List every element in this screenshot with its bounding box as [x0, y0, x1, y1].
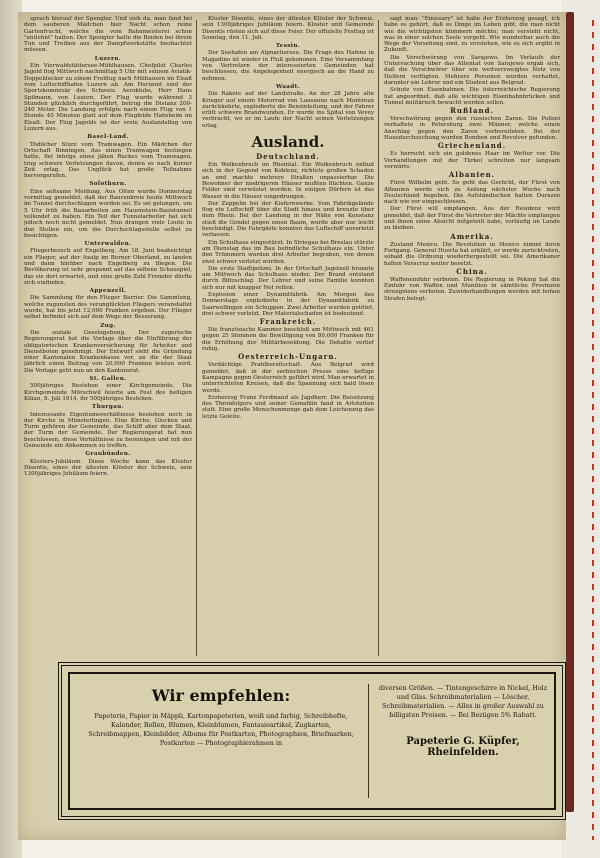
article-paragraph: Fürst Wilhelm geht. So geht das Gerücht, der Fürst von Albanien werde sich zu Anfang nächster Woche nach Deutschland begeben. Die Aufständischen halten Durazzo nach wie vor eingeschlossen. [384, 180, 560, 206]
article-paragraph: Es herrscht sich ein goldenes Haar im Wetter vor. Die Verhandlungen mit der Türkei schreiten nur langsam vorwärts. [384, 151, 560, 170]
article-paragraph: Verdächtige Prahlbereitschaft. Aus Belgrad wird gemeldet, daß in der serbischen Presse eine heftige Kampagne gegen Oesterreich geführt wird. Man erwartet in unterrichteten Kreisen, daß die Spannung sich bald lösen werde. [202, 362, 374, 394]
column-3 [384, 16, 560, 656]
advertisement-left-text: Papeterie, Papier in Mäppli, Kartonpapeterien, weiß und farbig, Schreibhefte, Kalender, Rollen, Blumen, Kleinblumen, Fantasieartikel, Zugkarten, Schreibmappen, Kleinbilder, Albums für Postkarten, Photographien, Briefmarken, Postkarten — Photographierahmen in [88, 712, 354, 747]
country-heading: Deutschland. [256, 152, 320, 162]
country-heading: Rußland. [450, 106, 494, 116]
article-paragraph: Ein Schulhaus eingestürzt. In Striegau bei Breslau stürzte am Dienstag das im Bau befindliche Schulhaus ein. Unter den Trümmern wurden drei Arbeiter begraben, von denen zwei schwer verletzt wurden. [202, 239, 374, 265]
article-paragraph: Die Verschwörung von Sarajewo. Im Verlaufe der Untersuchung über das Attentat von Sarajewo ergab sich, daß die Verschwörer über ein weitverzweigtes Netz von Helfern verfügten. Mehrere Personen wurden verhaftet, darunter ein Lehrer und ein Student aus Belgrad. [384, 54, 560, 86]
article-columns [24, 16, 560, 656]
section-heading: Thurgau. [92, 404, 124, 411]
country-heading: China. [456, 266, 488, 276]
advertisement-title: Wir empfehlen: [151, 686, 291, 705]
section-heading: Unterwalden. [84, 241, 132, 248]
country-heading: Frankreich. [259, 317, 317, 327]
article-paragraph: Ein Wolkenbruch im Rheintal. Ein Wolkenbruch entlud sich in der Gegend von Koblenz, richtete großen Schaden an und machte mehrere Straßen unpassierbar. Die Bewohner der niedrigeren Häuser mußten flüchten. Ganze Felder sind verwüstet worden. In einigen Dörfern ist das Wasser in die Häuser eingedrungen. [202, 162, 374, 200]
article-paragraph: Explosion einer Dynamitfabrik. Am Morgen des Donnerstags explodierte in der Dynamitfabrik zu Saarwellingen ein Schuppen. Zwei Arbeiter wurden getötet, drei schwer verletzt. Der Materialschaden ist bedeutend. [202, 291, 374, 317]
article-paragraph: Die französische Kammer beschloß am Mittwoch mit 461 gegen 25 Stimmen die Bewilligung von 80,000 Franken für die Erhöhung der Militärbesoldung. Die Debatte verlief ruhig. [202, 327, 374, 353]
article-paragraph: sagt man: "Emissary" ist habe der Erzherzog gesagt, ich habe es gehört, daß es Dinge im Leben gibt, die man nicht wie die wichtigsten kümmern möchte; man versteht nicht, was in einer solchen Seele vorgeht. Wie wunderbar auch die Wege der Vorsehung sind, zu verstehen, wie es sich ergibt in Zukunft. [384, 16, 560, 54]
column-2 [202, 16, 374, 656]
article-paragraph: Die soziale Gesetzgebung. Der zugerische Regierungsrat hat die Vorlage über die Einführung der obligatorischen Krankenversicherung für Arbeiter und Dienstboten genehmigt. Der Entwurf sieht die Gründung einer Kantonalen Krankenkasse vor, an die der Staat jährlich einen Beitrag von 20,000 Franken leisten wird. Die Vorlage geht nun an den Kantonsrat. [24, 329, 192, 374]
article-paragraph: Klosters-Jubiläum. Diese Woche kann das Kloster Disentis, eines der ältesten Klöster der Schweiz, sein 1300jähriges Jubiläum feiern. [24, 458, 192, 478]
article-paragraph: Ein Vierwaldstättersee-Mühlhausen. Chefpilot Charles Jagold flog Mittwoch nachmittag 5 Uhr mit seinem Aviatik-Doppeldecker zu einem Freiflug nach Mülhausen im Elsaß vom Luftschiffhafen Luzern ab. Am Horizont sind der Sportskommisär des Schweiz. Aeroklubs, Herr Hans Spilmann, von Luzern. Der Flug wurde während 3 Stunden glücklich durchgeführt, betrug die Distanz 200-240 Meter. Die Landung erfolgte nach einem Flug von 1 Stunde 40 Minuten glatt auf dem Flugfelde Habsheim im Elsaß. Der Flug Jagolds ist der erste Auslandsflug von Luzern aus. [24, 63, 192, 133]
article-paragraph: Waffeneinfuhr verboten. Die Regierung in Peking hat die Einfuhr von Waffen und Munition in sämtliche Provinzen strengstens verboten. Zuwiderhandlungen werden mit hohen Strafen belegt. [384, 276, 560, 302]
article-paragraph: Der Zeppelin bei der Kiefernwerke. Vom Fabrikgelände flog ein Luftschiff über die Stadt hinaus und kreuzte über dem Rhein. Bei der Landung in der Nähe von Konstanz stieß die Gondel gegen einen Baum, wurde aber nur leicht beschädigt. Die Fahrgäste konnten das Luftschiff unverletzt verlassen. [202, 200, 374, 239]
advertisement-left [76, 680, 366, 802]
main-section-heading: Ausland. [251, 133, 325, 152]
article-paragraph: Kloster Disentis, eines der ältesten Klöster der Schweiz, sein 1300jähriges Jubiläum feiern. Kloster und Gemeinde Disentis rüsten sich auf diese Feier. Der offizielle Festtag ist Sonntag, den 11. Juli. [202, 16, 374, 41]
newspaper-page [18, 12, 566, 840]
country-heading: Griechenland. [437, 141, 507, 151]
article-paragraph: Die erste Stadtpolizei. In der Ortschaft Jagstzell brannte am Mittwoch das Schulhaus nieder. Der Brand entstand durch Blitzschlag. Der Lehrer und seine Familie konnten sich nur mit knapper Not retten. [202, 265, 374, 291]
article-paragraph: Der Fürst will empfangen. Aus der Residenz wird gemeldet, daß der Fürst die Vertreter der Mächte empfangen und ihnen seine Absicht mitgeteilt habe, vorläufig im Lande zu bleiben. [384, 206, 560, 232]
advertisement-box [58, 662, 566, 820]
article-paragraph: Interessante Eigentumsverhältnisse bestehen noch in der Kirche in Münsterlingen. Eine Kirche, Glocken und Turm gehören der Gemeinde, das Schiff aber dem Staat, der Turm der Gemeinde. Der Regierungsrat hat nun beschlossen, diese Verhältnisse zu bereinigen und mit der Gemeinde ein Abkommen zu treffen. [24, 411, 192, 449]
section-heading: Graubünden. [85, 451, 131, 458]
article-paragraph: Schutz von Eisenbahnen. Die österreichische Regierung hat angeordnet, daß alle wichtigen Eisenbahnbrücken und Tunnel militärisch bewacht werden sollen. [384, 87, 560, 106]
article-paragraph: Verschwörung gegen den russischen Zaren. Die Polizei verhaftete in Petersburg zwei Männer, welche einen Anschlag gegen den Zaren vorbereiteten. Bei der Hausdurchsuchung wurden Bomben und Revolver gefunden. [384, 116, 560, 142]
country-heading: Albanien. [448, 170, 496, 180]
article-paragraph: Die Sammlung für den Flieger Barrier. Die Sammlung, welche zugunsten des verunglückten Fliegers veranstaltet wurde, hat bis jetzt 12,000 Franken ergeben. Der Flieger selbst befindet sich auf dem Wege der Besserung. [24, 295, 192, 321]
article-paragraph: Die Rakete auf der Landstraße. An der 28 Jahre alte Krieger auf einem Motorrad von Lausanne nach Montreux zurückkehrte, explodierte die Benzinleitung, und der Fahrer erlitt schwere Brandwunden. Er wurde ins Spital von Vevey verbracht, wo er im Laufe der Nacht seinen Verletzungen erlag. [202, 91, 374, 129]
article-paragraph: Erzherzog Franz Ferdinand als Jagdherr. Die Beisetzung des Thronfolgers und seiner Gemahlin fand in Artstetten statt. Eine große Menschenmenge gab dem Leichenzug das letzte Geleite. [202, 394, 374, 420]
section-heading: Appenzell. [89, 288, 127, 295]
article-paragraph: Der Seehafen am Alpnachersee. Die Frage des Hafens in Magadino ist wieder in Fluß gekommen. Eine Versammlung von Vertretern der interessierten Gemeinden hat beschlossen, die Angelegenheit energisch an die Hand zu nehmen. [202, 50, 374, 82]
article-paragraph: sprach hierauf der Spengler. Und sieh da, man fand bei dem sauberen Mädchen hier Nacht schon reine Gartenfrucht, welche die vom Bahnmeisterei schon "entlehnt" hatten. Der Spengler hatte die Beiden bei ihrem Tun und Treiben aus der Dampfwerkstätte beobachtet müssen. [24, 16, 192, 54]
column-divider [378, 20, 379, 656]
article-paragraph: 500jähriges Bestehen einer Kirchgemeinde. Die Kirchgemeinde Mörschwil feierte am Fest des heiligen Kilian, 8. Juli 1914, ihr 500jähriges Bestehen. [24, 383, 192, 402]
red-stitch-line [592, 20, 594, 840]
article-paragraph: Tödlicher Sturz vom Tramwagen. Ein Mädchen der Ortschaft Binningen, das einen Tramwagen bestiegen hatte, fiel infolge eines jähen Ruckes vom Tramwagen, trug schwere Verletzungen davon, denen es nach kurzer Zeit erlag. Das Unglück hat große Teilnahme hervorgerufen. [24, 141, 192, 180]
section-heading: Waadt. [276, 83, 300, 90]
section-heading: Luzern. [94, 55, 122, 62]
section-heading: Zug. [100, 322, 116, 329]
advertisement-company: Papeterie G. Küpfer, Rheinfelden. [406, 736, 520, 758]
advertisement-right [378, 680, 548, 802]
section-heading: Basel-Land. [87, 134, 129, 141]
column-divider [196, 20, 197, 656]
article-paragraph: Eine seltsame Meldung. Aus Olten wurde Donnerstag vormittag gemeldet, daß der Baurenkreis heute Mittwoch im Tunnel durchschlagen worden sei. Es sei gelungen, um 5 Uhr früh die Bauarbeiten am Hauenstein-Basistunnel vollendet zu haben. Ein Teil der Tunnelarbeiter hat sich jedoch noch nicht gemeldet. Nun drangen viele Leute in den Stollen ein, um die Durchschlagsstelle selbst zu besichtigen. [24, 188, 192, 239]
section-heading: St. Gallen. [89, 376, 127, 383]
article-paragraph: Fliegerbesuch auf Engelberg. Am 18. Juni beabsichtigt ein Flieger, auf der Axalp im Berner Oberland, zu landen und dann hinüber nach Engelberg zu fliegen. Die Bevölkerung ist sehr gespannt auf das seltene Schauspiel, das sie dort erwartet, und eine große Zahl Fremder dürfte sich einfinden. [24, 248, 192, 286]
section-heading: Tessin. [275, 43, 301, 50]
country-heading: Amerika. [450, 231, 494, 241]
advertisement-divider [368, 684, 369, 798]
country-heading: Oesterreich-Ungarn. [238, 352, 338, 362]
advertisement-inner-border [68, 672, 556, 810]
section-heading: Solothurn. [89, 181, 127, 188]
advertisement-right-text: diversen Größen. — Tintengeschirre in Nickel, Holz und Glas. Schreibmaterialien — Löscher, Schreibmaterialien. — Alles in großer Auswahl zu billigsten Preisen. — Bei Bezügen 5% Rabatt. [378, 684, 548, 719]
article-paragraph: Zustand Mexico. Die Revolution in Mexico nimmt ihren Fortgang. General Huerta hat erklärt, er werde zurücktreten, sobald die Ordnung wiederhergestellt sei. Die Amerikaner halten Veracruz weiter besetzt. [384, 241, 560, 267]
column-1 [24, 16, 192, 656]
book-binding [566, 12, 574, 812]
